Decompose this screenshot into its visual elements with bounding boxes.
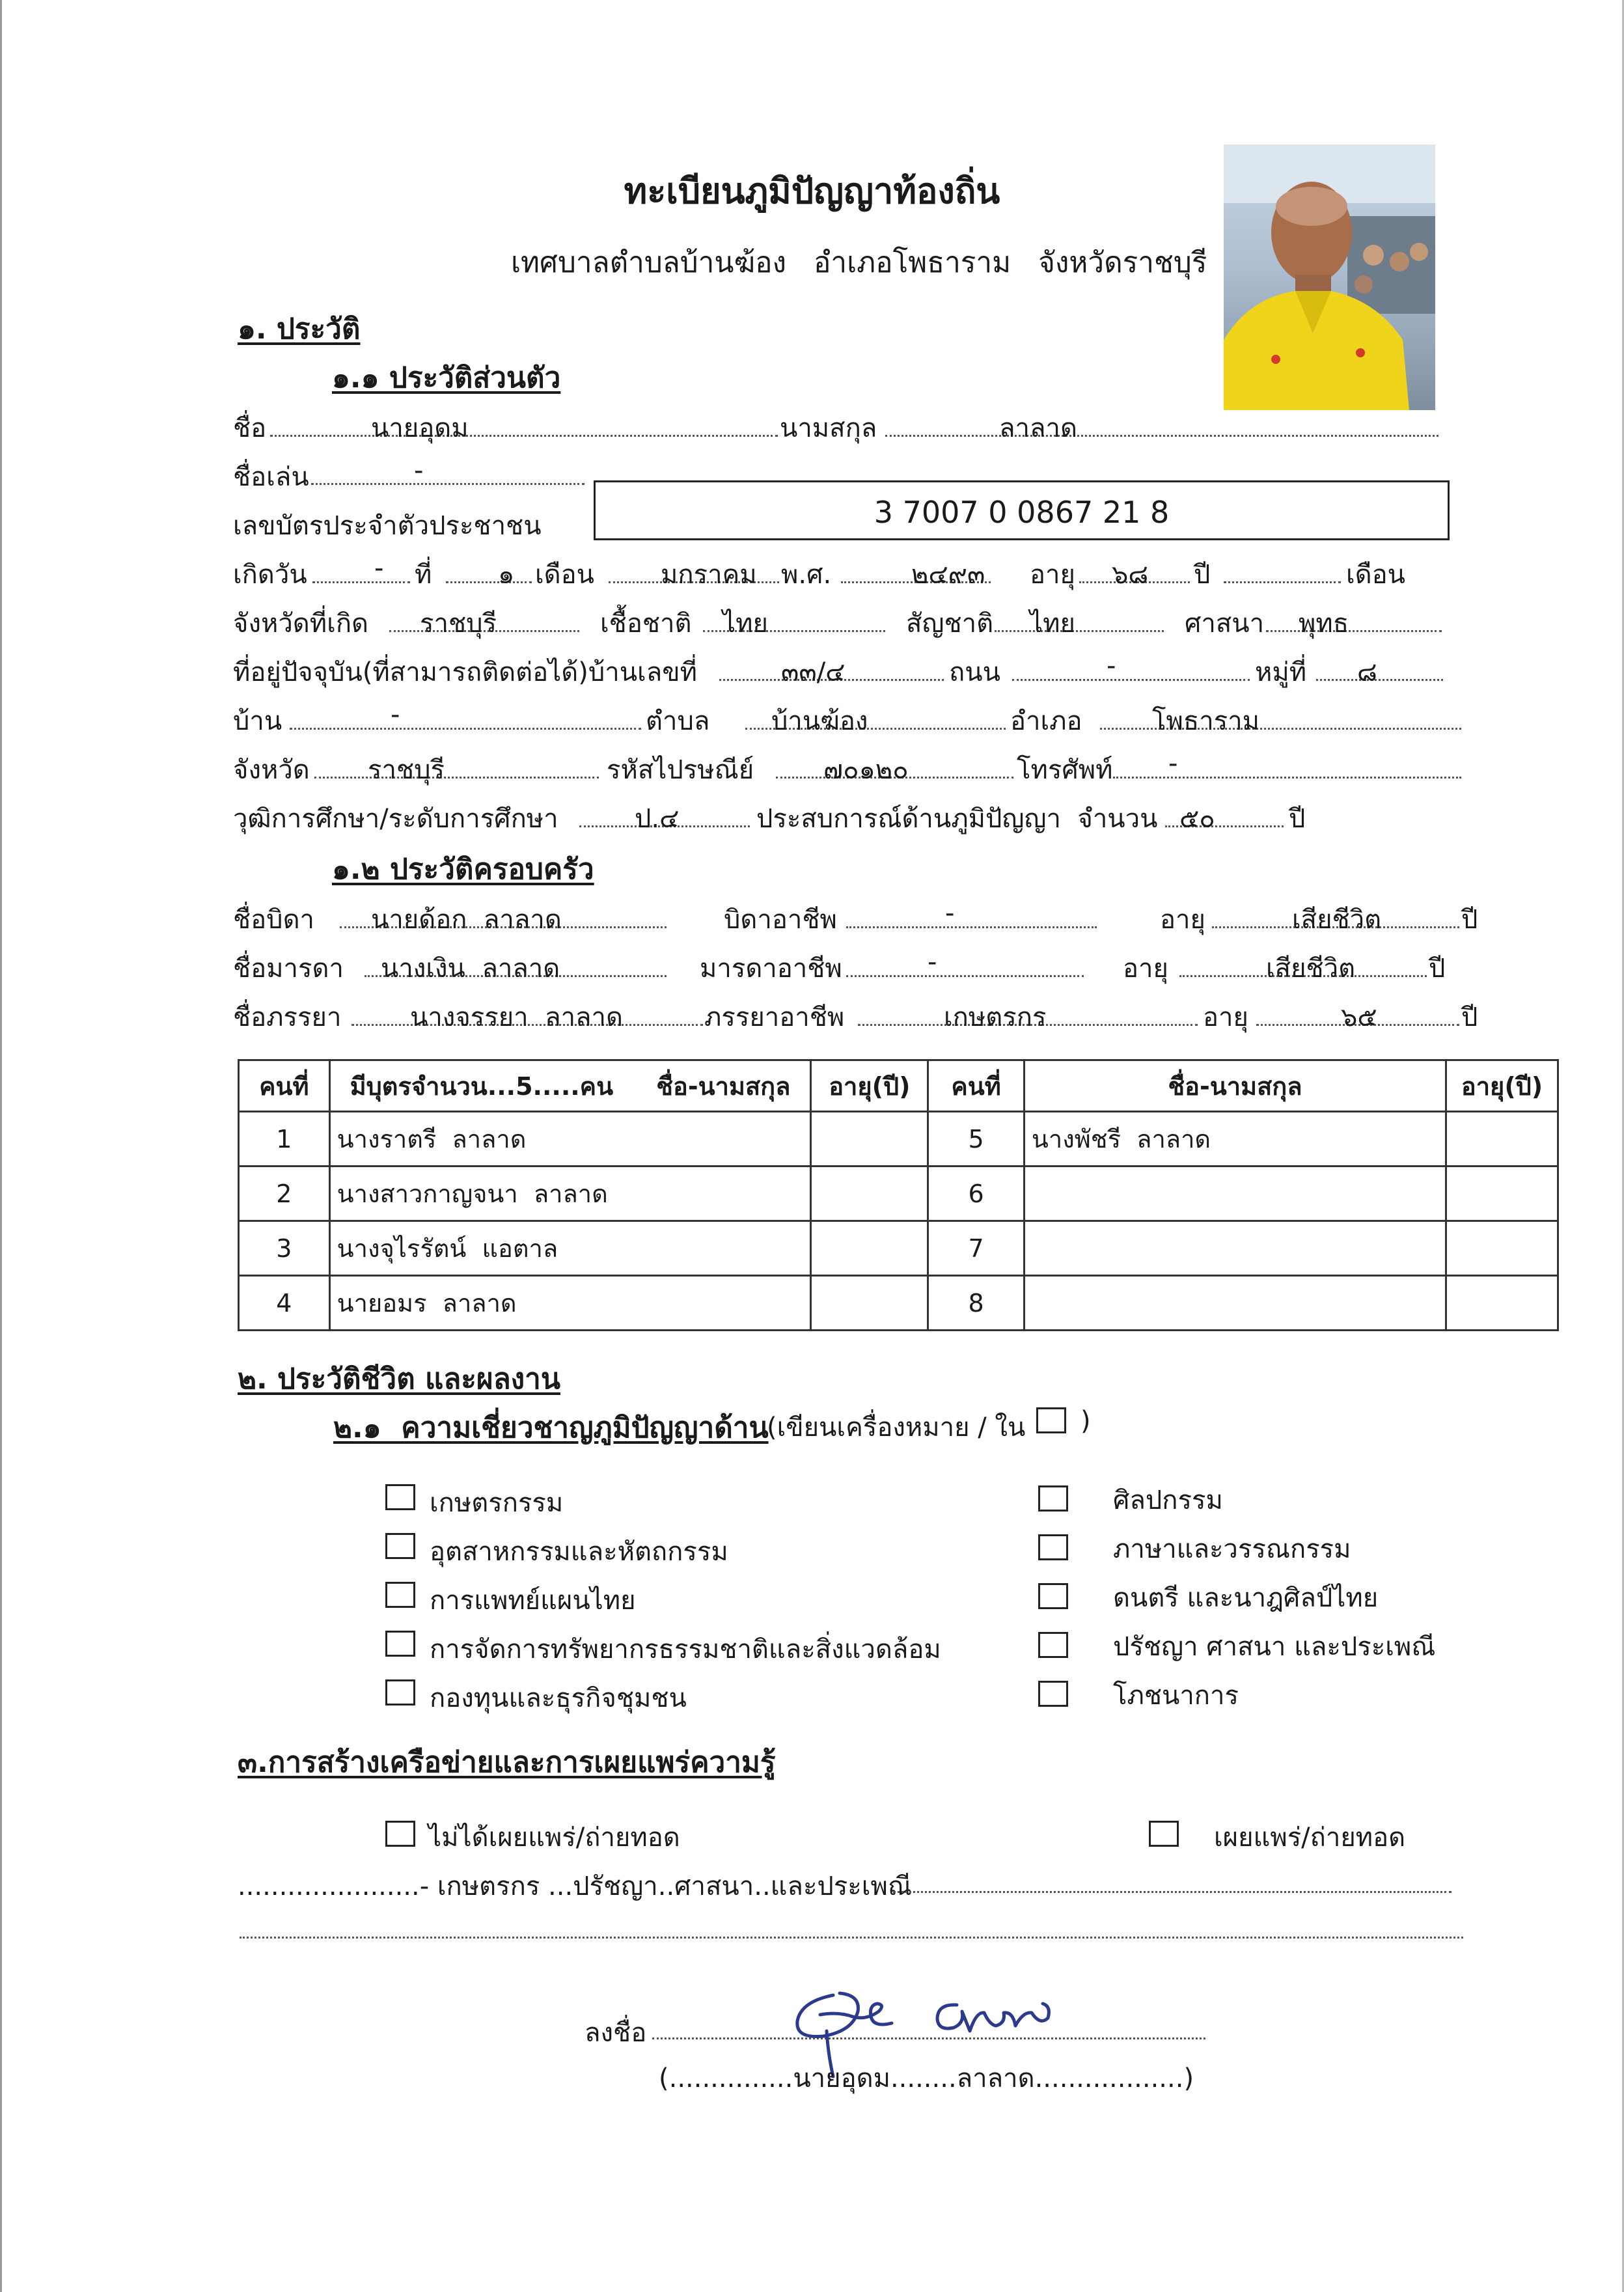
name-value: นายอุดม <box>371 413 469 443</box>
expertise-instruction-end: ) <box>1080 1406 1091 1436</box>
father-age-unit: ปี <box>1461 905 1478 935</box>
mother-job-label: มารดาอาชีพ <box>700 954 842 984</box>
father-age-value: เสียชีวิต <box>1292 905 1382 935</box>
experience-unit: ปี <box>1289 804 1306 834</box>
surname-label: นามสกุล <box>780 413 877 443</box>
father-age-label: อายุ <box>1160 905 1205 935</box>
option-nutrition: โภชนาการ <box>1113 1681 1239 1711</box>
spouse-age-value: ๖๕ <box>1341 1002 1377 1032</box>
subdistrict-label: ตำบล <box>646 706 710 736</box>
house-no-value: ๓๓/๔ <box>781 657 846 687</box>
section1-heading: ๑. ประวัติ <box>238 312 361 346</box>
option-shared: เผยแพร่/ถ่ายทอด <box>1214 1823 1406 1853</box>
age-value: ๖๘ <box>1112 560 1149 590</box>
child-no: 6 <box>928 1167 1025 1221</box>
spouse-job-label: ภรรยาอาชีพ <box>704 1002 845 1032</box>
education-value: ป.๔ <box>635 804 680 834</box>
subdistrict-value: บ้านฆ้อง <box>771 706 868 736</box>
child-age <box>1446 1112 1558 1167</box>
experience-label: ประสบการณ์ด้านภูมิปัญญา จำนวน <box>756 804 1158 834</box>
name-field <box>270 435 778 437</box>
moo-label: หมู่ที่ <box>1255 657 1307 687</box>
option-music-dance: ดนตรี และนาฎศิลป์ไทย <box>1113 1583 1379 1613</box>
table-row <box>239 1221 1558 1276</box>
child-age <box>1446 1167 1558 1221</box>
children-table-header <box>239 1060 1558 1112</box>
mother-value: นางเงิน ลาลาด <box>381 954 560 984</box>
father-job-label: บิดาอาชีพ <box>724 905 837 935</box>
mother-job-field <box>846 975 1084 977</box>
birth-province-value: ราชบุรี <box>420 609 497 639</box>
moo-field <box>1316 679 1443 681</box>
village-label: บ้าน <box>233 706 282 736</box>
checkbox-language[interactable] <box>1038 1534 1068 1560</box>
table-row <box>239 1112 1558 1167</box>
section2-heading: ๒. ประวัติชีวิต และผลงาน <box>238 1362 560 1396</box>
child-name: นางสาวกาญจนา ลาลาด <box>329 1167 811 1221</box>
child-no: 8 <box>928 1276 1025 1331</box>
months-unit: เดือน <box>1346 560 1406 590</box>
option-philosophy: ปรัชญา ศาสนา และประเพณี <box>1113 1632 1436 1662</box>
checkbox-industry[interactable] <box>385 1533 415 1559</box>
spouse-label: ชื่อภรรยา <box>233 1002 342 1032</box>
checkbox-nutrition[interactable] <box>1038 1681 1068 1707</box>
birth-date-field <box>446 581 532 583</box>
printed-name-mid: ........ <box>890 2064 957 2093</box>
sharing-detail-line <box>893 1891 1452 1893</box>
expertise-heading: ๒.๑ ความเชี่ยวชาญภูมิปัญญาด้าน <box>333 1411 769 1444</box>
child-name <box>1024 1276 1446 1331</box>
father-label: ชื่อบิดา <box>233 905 314 935</box>
postal-value: ๗๐๑๒๐ <box>823 755 909 785</box>
mother-label: ชื่อมารดา <box>233 954 344 984</box>
spouse-job-value: เกษตรกร <box>944 1002 1047 1032</box>
religion-field <box>1266 630 1442 632</box>
option-agriculture: เกษตรกรรม <box>430 1488 564 1518</box>
months-field <box>1224 581 1341 583</box>
year-label: พ.ศ. <box>781 560 832 590</box>
checkbox-music-dance[interactable] <box>1038 1583 1068 1609</box>
religion-label: ศาสนา <box>1185 609 1265 639</box>
birth-year-value: ๒๔๙๓ <box>911 560 985 590</box>
checkbox-agriculture[interactable] <box>385 1484 415 1510</box>
phone-value: - <box>1168 749 1178 779</box>
sharing-detail-line-2 <box>240 1937 1463 1939</box>
child-age <box>811 1276 928 1331</box>
id-number: 3 7007 0 0867 21 8 <box>874 495 1170 530</box>
road-field <box>1012 679 1250 681</box>
religion-value: พุทธ <box>1299 609 1349 639</box>
village-value: - <box>391 700 400 730</box>
child-name: นางจุไรรัตน์ แอตาล <box>329 1221 811 1276</box>
child-no: 3 <box>239 1221 330 1276</box>
nationality-field <box>995 630 1164 632</box>
mother-age-unit: ปี <box>1429 954 1446 984</box>
mother-job-value: - <box>928 947 937 977</box>
mother-age-value: เสียชีวิต <box>1266 954 1356 984</box>
family-heading: ๑.๒ ประวัติครอบครัว <box>332 853 594 886</box>
years-unit: ปี <box>1194 560 1211 590</box>
child-name <box>1024 1221 1446 1276</box>
child-age <box>811 1167 928 1221</box>
sharing-detail: ......................- เกษตรกร ...ปรัชญา..ศาสนา..และประเพณี <box>238 1871 912 1901</box>
option-community-fund: กองทุนและธุรกิจชุมชน <box>430 1683 687 1713</box>
checkbox-thai-medicine[interactable] <box>385 1582 415 1608</box>
child-age <box>811 1221 928 1276</box>
phone-label: โทรศัพท์ <box>1017 755 1113 785</box>
district-label: อำเภอ <box>1010 706 1082 736</box>
birth-province-label: จังหวัดที่เกิด <box>233 609 369 639</box>
birth-label: เกิดวัน <box>233 560 307 590</box>
checkbox-not-shared[interactable] <box>385 1821 415 1847</box>
child-name: นางพัชรี ลาลาด <box>1024 1112 1446 1167</box>
option-not-shared: ไม่ได้เผยแพร่/ถ่ายทอด <box>428 1823 680 1853</box>
checkbox-philosophy[interactable] <box>1038 1632 1068 1658</box>
col-age-2: อายุ(ปี) <box>1446 1060 1558 1112</box>
checkbox-community-fund[interactable] <box>385 1679 415 1705</box>
child-no: 4 <box>239 1276 330 1331</box>
province-label: จังหวัด <box>233 755 310 785</box>
checkbox-shared[interactable] <box>1149 1821 1179 1847</box>
col-name: มีบุตรจำนวน...5.....คน ชื่อ-นามสกุล <box>329 1060 811 1112</box>
province-field <box>314 777 599 779</box>
expertise-instruction: (เขียนเครื่องหมาย / ใน <box>767 1413 1026 1443</box>
nationality-label: สัญชาติ <box>906 609 994 639</box>
race-label: เชื้อชาติ <box>600 609 692 639</box>
checkbox-environment[interactable] <box>385 1631 415 1657</box>
district-value: โพธาราม <box>1152 706 1260 736</box>
education-label: วุฒิการศึกษา/ระดับการศึกษา <box>233 804 558 834</box>
nickname-label: ชื่อเล่น <box>233 462 309 492</box>
postal-label: รหัสไปรษณีย์ <box>607 755 754 785</box>
province-value: ราชบุรี <box>368 755 445 785</box>
option-industry: อุตสาหกรรมและหัตถกรรม <box>430 1537 728 1567</box>
page-subtitle: เทศบาลตำบลบ้านฆ้อง อำเภอโพธาราม จังหวัดราชบุรี <box>511 246 1207 279</box>
moo-value: ๘ <box>1357 657 1377 687</box>
date-label: ที่ <box>415 560 432 590</box>
section3-heading: ๓.การสร้างเครือข่ายและการเผยแพร่ความรู้ <box>238 1746 776 1779</box>
child-no: 7 <box>928 1221 1025 1276</box>
surname-field <box>885 435 1438 437</box>
nickname-value: - <box>414 456 424 486</box>
child-name: นางราตรี ลาลาด <box>329 1112 811 1167</box>
option-environment: การจัดการทรัพยากรธรรมชาติและสิ่งแวดล้อม <box>430 1635 941 1664</box>
child-no: 2 <box>239 1167 330 1221</box>
col-age: อายุ(ปี) <box>811 1060 928 1112</box>
child-no: 5 <box>928 1112 1025 1167</box>
village-field <box>290 728 641 730</box>
col-no: คนที่ <box>239 1060 330 1112</box>
road-label: ถนน <box>949 657 1000 687</box>
spouse-age-label: อายุ <box>1203 1002 1248 1032</box>
father-job-value: - <box>945 898 955 928</box>
option-arts: ศิลปกรรม <box>1113 1485 1223 1515</box>
printed-name-open: (............... <box>659 2064 793 2093</box>
printed-name-close: ..................) <box>1034 2064 1194 2093</box>
race-value: ไทย <box>723 609 768 639</box>
option-language: ภาษาและวรรณกรรม <box>1113 1534 1351 1564</box>
nationality-value: ไทย <box>1030 609 1075 639</box>
printed-first-name: นายอุดม <box>793 2064 890 2093</box>
birth-day-field <box>312 581 410 583</box>
father-value: นายด้อก ลาลาด <box>371 905 562 935</box>
phone-field <box>1113 777 1461 779</box>
birth-day-value: - <box>374 553 384 583</box>
children-table <box>238 1059 1559 1331</box>
child-age <box>811 1112 928 1167</box>
child-age <box>1446 1276 1558 1331</box>
child-name <box>1024 1167 1446 1221</box>
nickname-field <box>311 483 585 485</box>
child-no: 1 <box>239 1112 330 1167</box>
mother-age-label: อายุ <box>1123 954 1168 984</box>
personal-heading: ๑.๑ ประวัติส่วนตัว <box>332 361 561 394</box>
surname-value: ลาลาด <box>999 413 1077 443</box>
birth-month-value: มกราคม <box>661 560 757 590</box>
spouse-age-unit: ปี <box>1461 1002 1478 1032</box>
age-label: อายุ <box>1030 560 1075 590</box>
child-age <box>1446 1221 1558 1276</box>
checkbox-arts[interactable] <box>1038 1485 1068 1512</box>
printed-last-name: ลาลาด <box>956 2064 1035 2093</box>
address-label: ที่อยู่ปัจจุบัน(ที่สามารถติดต่อได้)บ้านเลขที่ <box>233 657 697 687</box>
table-row <box>239 1167 1558 1221</box>
experience-value: ๕๐ <box>1179 804 1215 834</box>
name-label: ชื่อ <box>233 413 267 443</box>
birth-date-value: ๑ <box>498 560 515 590</box>
table-row <box>239 1276 1558 1331</box>
id-label: เลขบัตรประจำตัวประชาชน <box>233 511 542 541</box>
spouse-value: นางจรรยา ลาลาด <box>410 1002 623 1032</box>
page-title: ทะเบียนภูมิปัญญาท้องถิ่น <box>624 171 1000 212</box>
col-name-2: ชื่อ-นามสกุล <box>1024 1060 1446 1112</box>
col-no-2: คนที่ <box>928 1060 1025 1112</box>
instruction-checkbox-icon <box>1036 1407 1066 1433</box>
father-job-field <box>846 926 1097 928</box>
option-thai-medicine: การแพทย์แผนไทย <box>430 1586 636 1616</box>
month-label: เดือน <box>535 560 595 590</box>
printed-name <box>659 2057 1194 2099</box>
road-value: - <box>1107 651 1116 681</box>
child-name: นายอมร ลาลาด <box>329 1276 811 1331</box>
signature-label: ลงชื่อ <box>585 2018 647 2048</box>
